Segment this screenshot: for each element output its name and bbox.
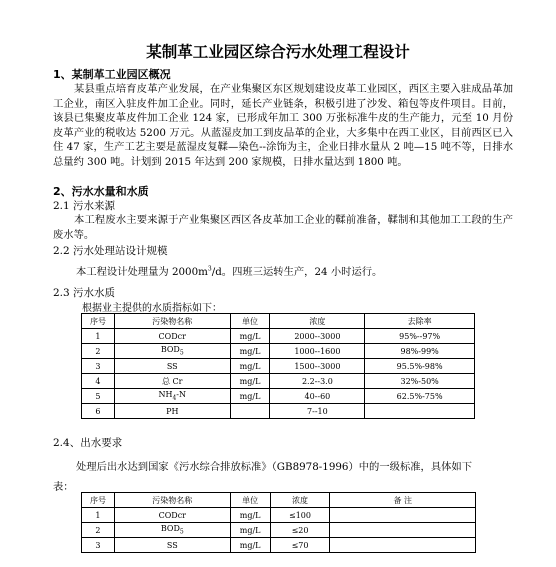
water-quality-table [81, 313, 475, 419]
column-header: 浓度 [270, 493, 330, 508]
pollutant-name-cell [114, 538, 230, 553]
section-2-2-text [76, 263, 382, 278]
pollutant-name: PH [166, 406, 179, 416]
pollutant-name-cell [114, 508, 230, 523]
section-2-3-heading: 2.3 污水水质 [53, 287, 116, 299]
row-number-cell: 1 [82, 329, 115, 344]
pollutant-name: NH [158, 390, 173, 400]
unit-cell: mg/L [230, 389, 270, 404]
document-title: 某制革工业园区综合污水处理工程设计 [146, 43, 410, 61]
table-header-row [82, 314, 475, 329]
concentration-cell: ≤70 [270, 538, 330, 553]
section-2-2-heading: 2.2 污水处理站设计规模 [53, 245, 168, 257]
section-1-heading: 1、某制革工业园区概况 [53, 68, 171, 81]
removal-rate-cell: 95.5%-98% [365, 359, 475, 374]
table-row [82, 508, 476, 523]
pollutant-name-cell [114, 374, 230, 389]
section-2-3-intro: 根据业主提供的水质指标如下： [82, 303, 222, 314]
unit-cell: mg/L [230, 344, 270, 359]
column-header: 单位 [230, 314, 270, 329]
pollutant-name: BOD [160, 524, 180, 534]
table-row [82, 523, 476, 538]
pollutant-name-cell [114, 344, 230, 359]
pollutant-name-cell [114, 329, 230, 344]
removal-rate-cell: 32%-50% [365, 374, 475, 389]
row-number-cell: 1 [82, 508, 115, 523]
unit-cell: mg/L [230, 508, 270, 523]
table-row [82, 359, 475, 374]
row-number-cell: 6 [82, 404, 115, 419]
pollutant-name: CODcr [158, 510, 186, 520]
column-header: 单位 [230, 493, 270, 508]
column-header: 去除率 [365, 314, 475, 329]
concentration-cell: 7--10 [270, 404, 365, 419]
row-number-cell: 2 [82, 344, 115, 359]
concentration-cell: 2.2--3.0 [270, 374, 365, 389]
pollutant-name: SS [166, 540, 178, 550]
pollutant-name: BOD [160, 345, 180, 355]
pollutant-name-cell [114, 359, 230, 374]
table-row [82, 329, 475, 344]
discharge-standard-table [81, 492, 476, 553]
section-2-1-text: 本工程废水主要来源于产业集聚区西区各皮革加工企业的鞣前准备，鞣制和其他加工工段的生产废水等。 [53, 214, 513, 241]
column-header: 污染物名称 [114, 493, 230, 508]
table-row [82, 374, 475, 389]
section-1-paragraph: 某县重点培育皮革产业发展，在产业集聚区东区规划建设皮革工业园区，西区主要入驻成品革加工企业，南区入驻皮件加工企业。同时，延长产业链条，积极引进了沙发、箱包等皮件项目。目前，该县已集聚皮革皮件加工企业 124 家，已形成年加工 300 万张标准牛皮的生产能力，元至 10 月份皮革产业的税收达 5200 万元。从蓝湿皮加工到皮品革的企业，大多集中在西工业区，目前西区已入住 47 家，生产工艺主要是蓝湿皮复鞣—染色--涂饰为主，企业日排水量从 2 吨—15 吨不等，日排水总量约 300 吨。计划到 2015 年达到 200 家规模，日排水量达到 1800 吨。 [53, 83, 513, 168]
table-body [82, 508, 476, 553]
table-row [82, 538, 476, 553]
column-header: 序号 [82, 314, 115, 329]
note-cell [330, 508, 476, 523]
table-row [82, 344, 475, 359]
pollutant-name: CODcr [158, 331, 186, 341]
row-number-cell: 4 [82, 374, 115, 389]
row-number-cell: 3 [82, 538, 115, 553]
pollutant-name-cell [114, 389, 230, 404]
pollutant-name: SS [166, 361, 178, 371]
section-2-1-heading: 2.1 污水来源 [53, 200, 116, 212]
table-row [82, 404, 475, 419]
concentration-cell: ≤100 [270, 508, 330, 523]
unit-superscript: 3 [207, 265, 212, 273]
column-header: 备 注 [330, 493, 476, 508]
section-2-heading: 2、污水水量和水质 [53, 185, 149, 198]
unit-cell: mg/L [230, 538, 270, 553]
section-2-4-text: 处理后出水达到国家《污水综合排放标准》（GB8978-1996）中的一级标准，具体如下 [76, 461, 473, 473]
table-header-row [82, 493, 476, 508]
unit-cell: mg/L [230, 329, 270, 344]
concentration-cell: 1500--3000 [270, 359, 365, 374]
row-number-cell: 3 [82, 359, 115, 374]
concentration-cell: 40--60 [270, 389, 365, 404]
pollutant-subscript: 5 [179, 528, 184, 536]
design-capacity-suffix: /d。四班三运转生产，24 小时运行。 [211, 266, 383, 278]
column-header: 污染物名称 [114, 314, 230, 329]
pollutant-name-suffix: -N [176, 390, 186, 400]
table-row [82, 389, 475, 404]
section-2-4-heading: 2.4、出水要求 [53, 437, 123, 449]
unit-cell: mg/L [230, 374, 270, 389]
unit-cell: mg/L [230, 359, 270, 374]
table-body [82, 329, 475, 419]
unit-cell: mg/L [230, 523, 270, 538]
pollutant-name: 总 Cr [162, 376, 183, 386]
row-number-cell: 5 [82, 389, 115, 404]
concentration-cell: 2000--3000 [270, 329, 365, 344]
section-2-4-text-continued: 表： [53, 481, 74, 493]
removal-rate-cell: 95%--97% [365, 329, 475, 344]
concentration-cell: ≤20 [270, 523, 330, 538]
note-cell [330, 523, 476, 538]
note-cell [330, 538, 476, 553]
pollutant-subscript: 4 [172, 394, 177, 402]
removal-rate-cell: 62.5%-75% [365, 389, 475, 404]
pollutant-name-cell [114, 523, 230, 538]
column-header: 序号 [82, 493, 115, 508]
row-number-cell: 2 [82, 523, 115, 538]
unit-cell [230, 404, 270, 419]
concentration-cell: 1000--1600 [270, 344, 365, 359]
pollutant-name-cell [114, 404, 230, 419]
column-header: 浓度 [270, 314, 365, 329]
pollutant-subscript: 5 [179, 349, 184, 357]
removal-rate-cell: 98%-99% [365, 344, 475, 359]
design-capacity-prefix: 本工程设计处理量为 2000m [76, 266, 208, 278]
removal-rate-cell [365, 404, 475, 419]
